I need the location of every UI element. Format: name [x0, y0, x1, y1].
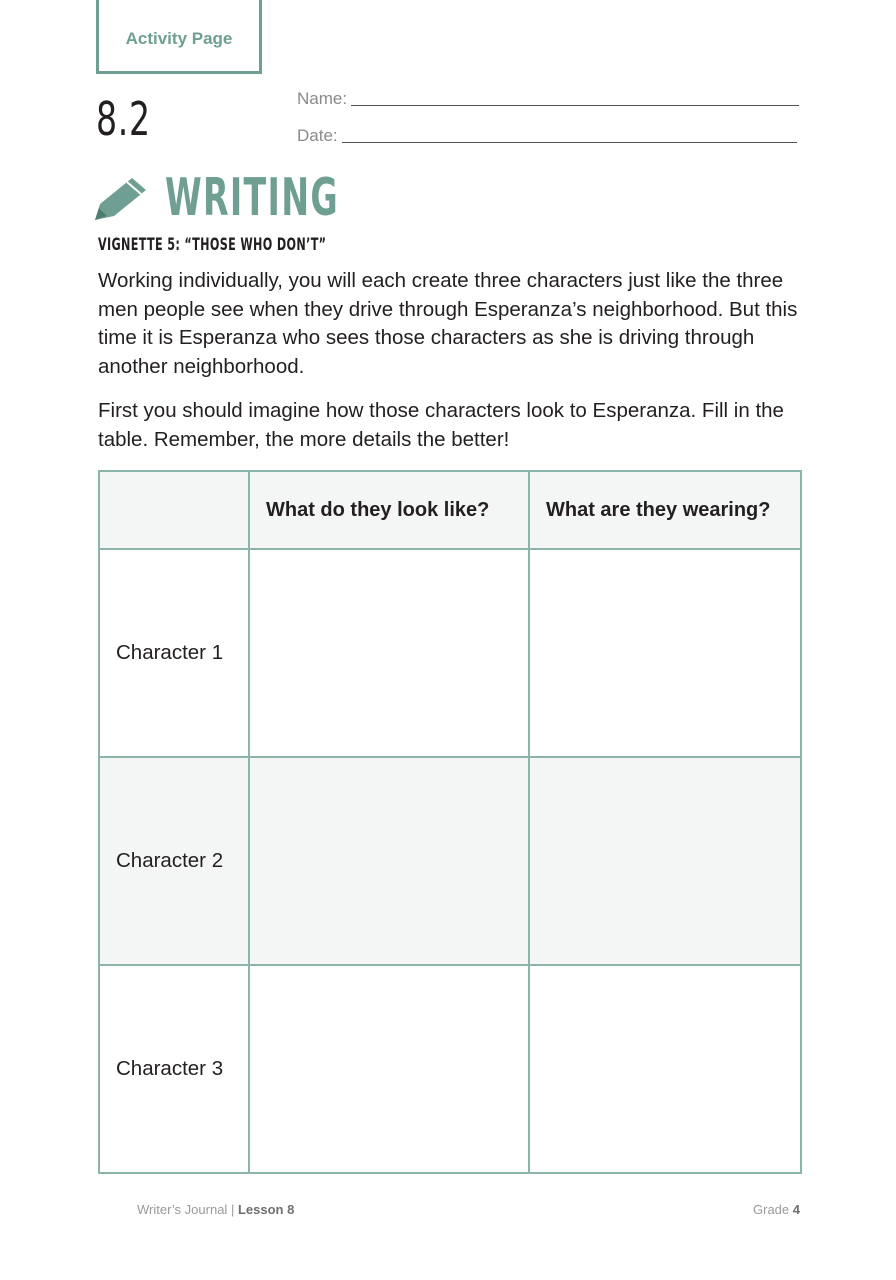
answer-cell-look[interactable] — [249, 757, 529, 965]
row-label: Character 3 — [99, 965, 249, 1173]
date-field[interactable] — [297, 126, 797, 146]
footer-right — [753, 1202, 800, 1217]
activity-page-tab — [96, 0, 262, 74]
character-table — [98, 470, 802, 1174]
table-header-row — [99, 471, 801, 549]
section-subtitle: VIGNETTE 5: “THOSE WHO DON’T” — [98, 235, 327, 255]
footer-grade-value: 4 — [792, 1202, 800, 1217]
pencil-icon — [94, 176, 148, 222]
footer-journal: Writer’s Journal — [137, 1202, 228, 1217]
row-label: Character 2 — [99, 757, 249, 965]
date-label: Date: — [297, 126, 338, 145]
footer-lesson: Lesson 8 — [237, 1202, 295, 1217]
section-title: WRITING — [165, 168, 339, 228]
name-label: Name: — [297, 89, 348, 108]
footer-grade-label: Grade — [753, 1202, 790, 1217]
table-header-look: What do they look like? — [249, 471, 529, 549]
table-row — [99, 549, 801, 757]
table-header-wearing: What are they wearing? — [529, 471, 801, 549]
instructions-paragraph-1: Working individually, you will each create three characters just like the three men people see when they drive through Esperanza’s neighborhood. But this time it is Esperanza who sees those characters as she is driving through another neighborhood. — [98, 269, 798, 378]
answer-cell-wearing[interactable] — [529, 549, 801, 757]
table-row — [99, 965, 801, 1173]
table-row — [99, 757, 801, 965]
activity-page-label: Activity Page — [125, 28, 233, 48]
row-label: Character 1 — [99, 549, 249, 757]
answer-cell-wearing[interactable] — [529, 965, 801, 1173]
instructions-paragraph-2: First you should imagine how those characters look to Esperanza. Fill in the table. Remember, the more details the better! — [98, 399, 784, 451]
footer-left — [137, 1202, 294, 1217]
answer-cell-look[interactable] — [249, 549, 529, 757]
answer-cell-look[interactable] — [249, 965, 529, 1173]
table-header-empty — [99, 471, 249, 549]
name-line[interactable] — [351, 105, 799, 106]
date-line[interactable] — [342, 142, 797, 143]
page-number: 8.2 — [96, 92, 151, 146]
footer-separator: | — [230, 1202, 235, 1217]
name-field[interactable] — [297, 89, 799, 109]
answer-cell-wearing[interactable] — [529, 757, 801, 965]
